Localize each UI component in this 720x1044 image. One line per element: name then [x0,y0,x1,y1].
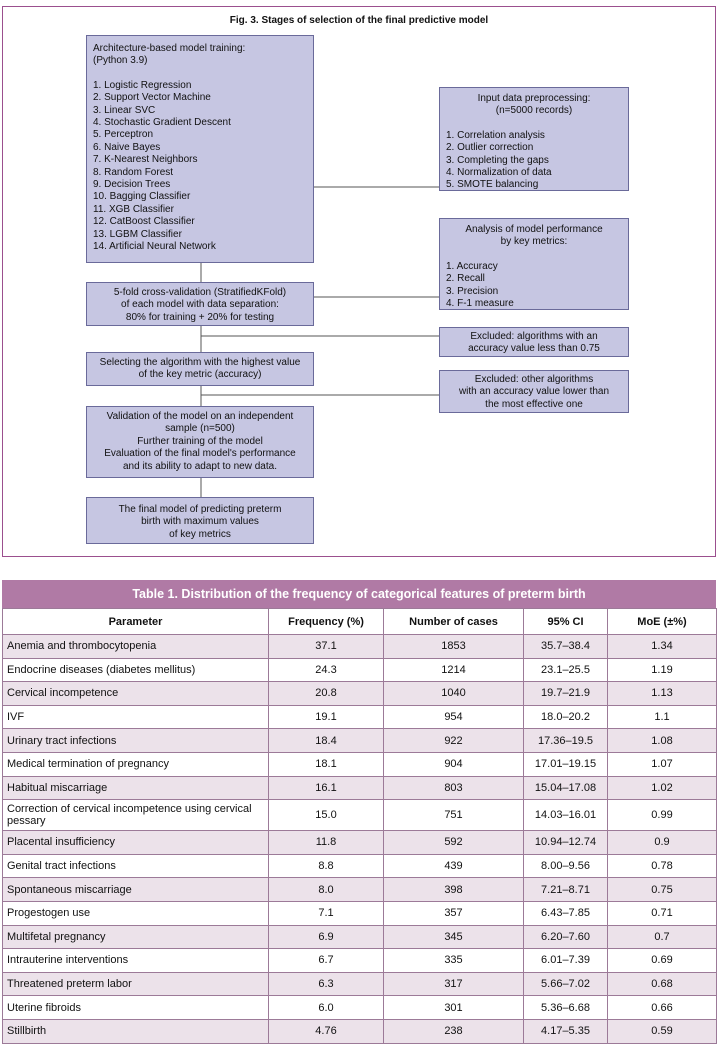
cell-moe: 0.59 [608,1019,717,1043]
cell-moe: 0.99 [608,800,717,831]
figure-title: Fig. 3. Stages of selection of the final predictive model [229,15,489,26]
validation-text: Validation of the model on an independent [106,411,294,422]
cell-moe: 0.78 [608,854,717,878]
cell-moe: 0.7 [608,925,717,949]
cell-parameter: Intrauterine interventions [3,949,269,973]
cell-cases: 904 [384,752,524,776]
cell-ci: 6.01–7.39 [524,949,608,973]
cell-parameter: Medical termination of pregnancy [3,752,269,776]
cell-moe: 0.71 [608,901,717,925]
metric-item: 4. F-1 measure [446,298,514,310]
cell-moe: 1.34 [608,635,717,659]
model-item: 5. Perceptron [93,129,154,141]
cell-moe: 0.66 [608,996,717,1020]
metric-item: 2. Recall [446,273,485,285]
cell-frequency: 11.8 [269,831,384,855]
cell-cases: 238 [384,1019,524,1043]
cell-ci: 14.03–16.01 [524,800,608,831]
table-row [3,729,717,753]
cell-frequency: 20.8 [269,682,384,706]
table-row [3,996,717,1020]
final-model-box [86,497,314,544]
excluded-text: with an accuracy value lower than [458,386,610,398]
cell-cases: 1040 [384,682,524,706]
table-row [3,972,717,996]
cell-cases: 345 [384,925,524,949]
cell-moe: 1.1 [608,705,717,729]
validation-box [86,406,314,478]
cell-cases: 439 [384,854,524,878]
excluded-low-accuracy-box [439,327,629,357]
table-row [3,831,717,855]
crossval-box [86,282,314,326]
cell-cases: 357 [384,901,524,925]
metrics-box [439,218,629,310]
table-row [3,925,717,949]
cell-ci: 7.21–8.71 [524,878,608,902]
cell-parameter: Progestogen use [3,901,269,925]
final-text: The final model of predicting preterm [118,504,282,515]
table-1 [2,580,716,1044]
cell-parameter: Urinary tract infections [3,729,269,753]
cell-moe: 1.02 [608,776,717,800]
training-heading: (Python 3.9) [93,55,148,67]
table-row [3,800,717,831]
cell-frequency: 7.1 [269,901,384,925]
selecting-text: of the key metric (accuracy) [138,369,262,381]
cell-frequency: 24.3 [269,658,384,682]
cell-frequency: 8.0 [269,878,384,902]
cell-cases: 751 [384,800,524,831]
excluded-text: Excluded: algorithms with an [470,331,598,342]
cell-cases: 317 [384,972,524,996]
cell-moe: 1.19 [608,658,717,682]
cell-cases: 335 [384,949,524,973]
model-item: 13. LGBM Classifier [93,228,182,240]
training-heading: Architecture-based model training: [93,43,246,54]
excluded-text: Excluded: other algorithms [474,374,594,385]
cell-frequency: 15.0 [269,800,384,831]
cell-ci: 35.7–38.4 [524,635,608,659]
table-row [3,705,717,729]
cell-parameter: Correction of cervical incompetence using cervical pessary [3,800,269,831]
validation-text: Evaluation of the final model's performance [104,448,296,460]
cell-parameter: IVF [3,705,269,729]
preprocessing-item: 1. Correlation analysis [446,129,545,141]
cell-ci: 17.36–19.5 [524,729,608,753]
selecting-text: Selecting the algorithm with the highest value [99,357,301,368]
model-item: 8. Random Forest [93,166,174,178]
header-cases: Number of cases [384,609,524,635]
model-item: 11. XGB Classifier [93,203,174,215]
training-box [86,35,314,263]
cell-frequency: 6.0 [269,996,384,1020]
final-text: birth with maximum values [141,516,259,528]
cell-ci: 19.7–21.9 [524,682,608,706]
cell-frequency: 8.8 [269,854,384,878]
table-row [3,854,717,878]
cell-ci: 5.36–6.68 [524,996,608,1020]
model-item: 6. Naive Bayes [93,141,161,153]
cell-cases: 1853 [384,635,524,659]
cell-parameter: Threatened preterm labor [3,972,269,996]
cell-parameter: Genital tract infections [3,854,269,878]
model-item: 14. Artificial Neural Network [93,241,216,253]
cell-ci: 6.20–7.60 [524,925,608,949]
cell-parameter: Cervical incompetence [3,682,269,706]
cell-ci: 15.04–17.08 [524,776,608,800]
model-item: 4. Stochastic Gradient Descent [93,117,231,129]
crossval-text: 80% for training + 20% for testing [125,311,275,323]
cell-frequency: 4.76 [269,1019,384,1043]
figure-3 [2,6,716,557]
model-item: 9. Decision Trees [93,179,171,191]
cell-cases: 301 [384,996,524,1020]
table-row [3,658,717,682]
table-header-row [3,609,717,635]
table-row [3,901,717,925]
table-title: Table 1. Distribution of the frequency of categorical features of preterm birth [2,580,716,608]
cell-cases: 922 [384,729,524,753]
table-row [3,949,717,973]
model-item: 7. K-Nearest Neighbors [93,154,198,166]
cell-parameter: Uterine fibroids [3,996,269,1020]
validation-text: and its ability to adapt to new data. [123,460,277,472]
cell-ci: 18.0–20.2 [524,705,608,729]
cell-moe: 1.08 [608,729,717,753]
header-frequency: Frequency (%) [269,609,384,635]
cell-frequency: 6.3 [269,972,384,996]
crossval-text: 5-fold cross-validation (StratifiedKFold) [113,287,287,298]
cell-ci: 23.1–25.5 [524,658,608,682]
preprocessing-item: 3. Completing the gaps [446,154,549,166]
cell-moe: 0.68 [608,972,717,996]
cell-moe: 1.07 [608,752,717,776]
cell-moe: 0.75 [608,878,717,902]
cell-moe: 1.13 [608,682,717,706]
model-item: 1. Logistic Regression [93,79,192,91]
cell-cases: 1214 [384,658,524,682]
selecting-box [86,352,314,386]
cell-parameter: Placental insufficiency [3,831,269,855]
validation-text: Further training of the model [137,435,263,447]
model-item: 10. Bagging Classifier [93,191,191,203]
cell-parameter: Spontaneous miscarriage [3,878,269,902]
cell-parameter: Endocrine diseases (diabetes mellitus) [3,658,269,682]
header-moe: MoE (±%) [608,609,717,635]
table-row [3,878,717,902]
final-text: of key metrics [169,528,231,540]
cell-parameter: Stillbirth [3,1019,269,1043]
cell-ci: 17.01–19.15 [524,752,608,776]
validation-text: sample (n=500) [165,423,235,435]
cell-frequency: 16.1 [269,776,384,800]
cell-cases: 398 [384,878,524,902]
excluded-text: accuracy value less than 0.75 [468,343,600,355]
preprocessing-heading: Input data preprocessing: [477,93,591,104]
cell-frequency: 6.7 [269,949,384,973]
header-parameter: Parameter [3,609,269,635]
cell-frequency: 37.1 [269,635,384,659]
preprocessing-item: 4. Normalization of data [446,167,552,179]
cell-parameter: Anemia and thrombocytopenia [3,635,269,659]
table-row [3,1019,717,1043]
excluded-text: the most effective one [485,398,583,410]
preprocessing-heading: (n=5000 records) [495,105,573,117]
cell-parameter: Habitual miscarriage [3,776,269,800]
excluded-other-algorithms-box [439,370,629,413]
model-item: 12. CatBoost Classifier [93,216,195,228]
cell-moe: 0.9 [608,831,717,855]
cell-parameter: Multifetal pregnancy [3,925,269,949]
table-row [3,752,717,776]
preprocessing-item: 5. SMOTE balancing [446,179,539,191]
cell-ci: 6.43–7.85 [524,901,608,925]
cell-frequency: 18.1 [269,752,384,776]
preprocessing-box [439,87,629,191]
cell-cases: 803 [384,776,524,800]
cell-frequency: 18.4 [269,729,384,753]
metrics-heading: by key metrics: [500,236,568,248]
table-row [3,682,717,706]
cell-ci: 10.94–12.74 [524,831,608,855]
cell-cases: 592 [384,831,524,855]
cell-ci: 5.66–7.02 [524,972,608,996]
model-item: 3. Linear SVC [93,104,156,116]
header-ci: 95% CI [524,609,608,635]
preprocessing-item: 2. Outlier correction [446,142,534,154]
metrics-heading: Analysis of model performance [465,224,603,235]
cell-frequency: 19.1 [269,705,384,729]
table-row [3,635,717,659]
table-row [3,776,717,800]
cell-ci: 8.00–9.56 [524,854,608,878]
model-item: 2. Support Vector Machine [93,92,211,104]
cell-cases: 954 [384,705,524,729]
metric-item: 1. Accuracy [446,260,498,272]
cell-moe: 0.69 [608,949,717,973]
crossval-text: of each model with data separation: [121,299,279,311]
cell-ci: 4.17–5.35 [524,1019,608,1043]
cell-frequency: 6.9 [269,925,384,949]
frequency-table [2,608,717,1044]
metric-item: 3. Precision [446,285,499,297]
